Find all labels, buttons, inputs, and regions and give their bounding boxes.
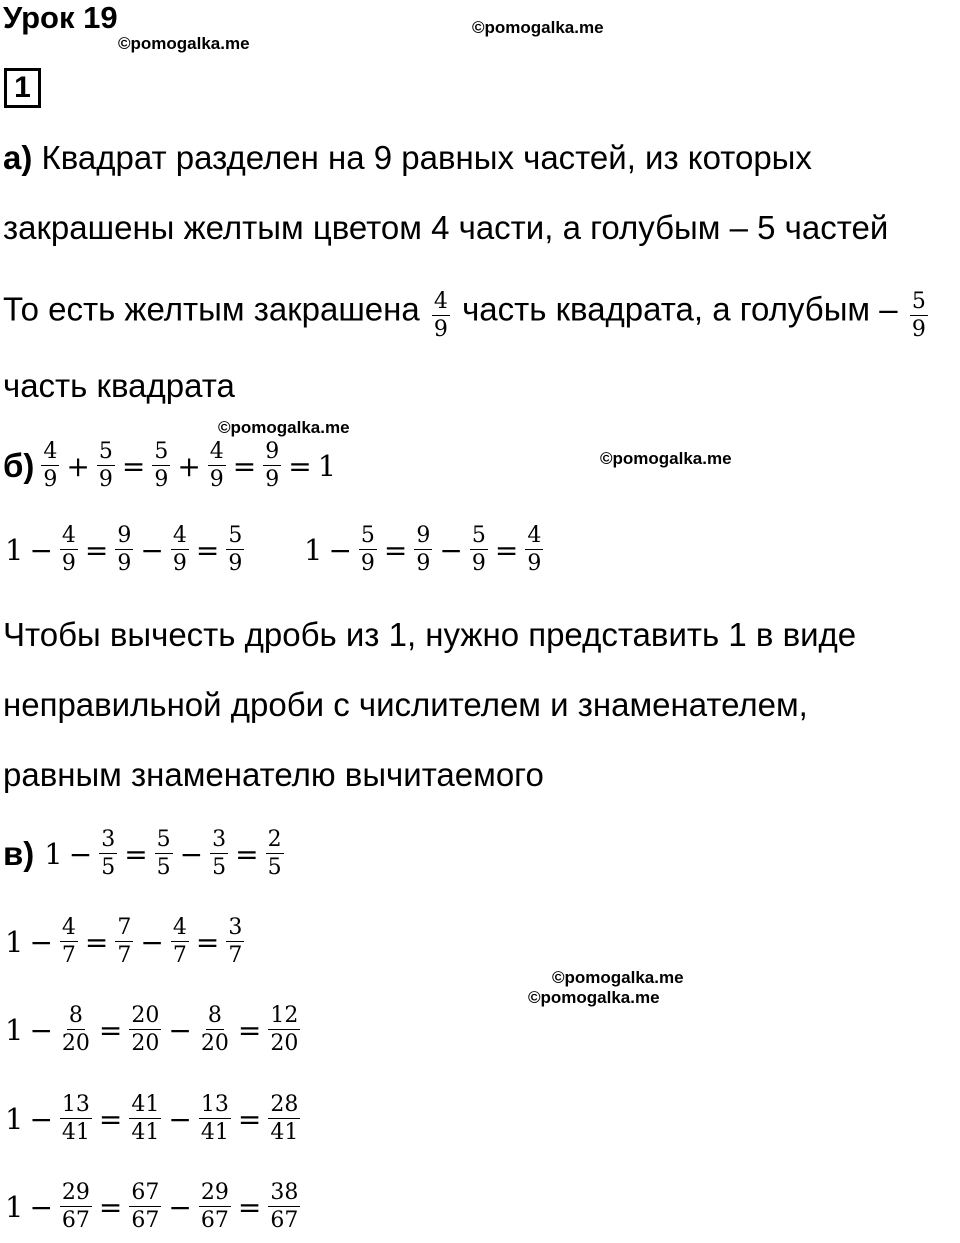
watermark-6: ©pomogalka.me [528,988,660,1007]
fraction-denominator: 20 [61,1031,90,1056]
fraction-numerator: 4 [433,289,448,314]
fraction-denominator: 9 [61,551,76,576]
fraction [263,828,287,880]
watermark-3: ©pomogalka.me [218,418,350,437]
operator: + [177,449,201,483]
fraction-denominator: 9 [911,317,926,342]
fraction-denominator: 9 [265,467,280,492]
operator: = [237,1013,262,1047]
fraction [38,440,62,492]
fraction-numerator: 5 [98,439,113,464]
part-a-text-1: Квадрат разделен на 9 равных частей, из которых [32,139,812,176]
fraction-denominator: 7 [61,943,76,968]
eq-body [42,828,286,880]
fraction [149,440,173,492]
operator: − [29,533,53,567]
part-a-line-2: закрашены желтым цветом 4 части, а голубым – 5 частей [3,209,889,246]
operator: = [195,925,220,959]
fraction-denominator: 7 [228,943,243,968]
fraction-4-9 [429,290,453,342]
part-c-equation-4 [3,1093,303,1145]
eq-body [3,524,247,576]
fraction [126,1181,164,1233]
fraction [168,916,192,968]
part-a-line-1 [3,138,812,178]
watermark-5: ©pomogalka.me [552,968,684,987]
number: 1 [317,449,337,483]
fraction [207,828,231,880]
fraction-denominator: 9 [209,467,224,492]
operator: = [232,449,257,483]
fraction [522,524,546,576]
fraction-numerator: 3 [101,827,116,852]
fraction [152,828,176,880]
fraction [126,1093,164,1145]
fraction-numerator: 4 [172,915,187,940]
number: 1 [304,533,323,567]
part-b-equation-2 [3,524,247,576]
operator: − [168,1190,192,1224]
operator: = [237,1102,262,1136]
fraction-numerator: 38 [270,1180,299,1205]
operator: = [84,533,109,567]
watermark-1: ©pomogalka.me [118,34,250,53]
part-a-label: а) [3,139,33,176]
part-c-equation-3 [3,1004,303,1056]
fraction-5-9 [907,290,931,342]
fraction-numerator: 4 [61,523,76,548]
fraction-denominator: 9 [527,551,542,576]
number: 1 [5,1190,24,1224]
fraction-numerator: 5 [156,827,171,852]
fraction-denominator: 7 [172,943,187,968]
operator: = [98,1013,123,1047]
eq-body [3,1181,303,1233]
part-b-text-1: Чтобы вычесть дробь из 1, нужно представить 1 в виде [3,616,857,653]
fraction-numerator: 9 [265,439,280,464]
fraction-numerator: 5 [911,289,926,314]
fraction [467,524,491,576]
fraction-numerator: 7 [117,915,132,940]
fraction [265,1181,303,1233]
fraction-numerator: 41 [131,1092,160,1117]
fraction-numerator: 13 [61,1092,90,1117]
fraction [168,524,192,576]
eq-body [38,440,338,492]
operator: − [29,1013,53,1047]
operator: − [140,533,164,567]
number: 1 [5,1102,24,1136]
fraction-denominator: 41 [131,1120,160,1145]
fraction-numerator: 29 [200,1180,229,1205]
operator: = [124,837,148,871]
fraction-denominator: 41 [270,1120,299,1145]
part-c-equation-1 [3,828,287,880]
fraction-numerator: 5 [154,439,169,464]
fraction-numerator: 9 [416,523,431,548]
part-a-text-3b: часть квадрата, а голубым – [452,290,907,328]
number: 1 [5,1013,24,1047]
fraction-numerator: 29 [61,1180,90,1205]
number: 1 [5,925,24,959]
fraction-denominator: 67 [270,1208,299,1233]
fraction [260,440,284,492]
fraction-numerator: 20 [131,1003,160,1028]
fraction-denominator: 9 [98,467,113,492]
operator: − [29,1190,53,1224]
fraction-denominator: 5 [267,855,282,880]
fraction-numerator: 4 [172,523,187,548]
fraction [126,1004,164,1056]
part-b-label: б) [3,447,35,484]
fraction [57,1093,95,1145]
part-b-equation-1 [3,440,338,492]
fraction-denominator: 67 [61,1208,90,1233]
operator: − [168,1102,192,1136]
part-b-equation-3 [302,524,546,576]
fraction-denominator: 9 [117,551,132,576]
fraction-denominator: 9 [172,551,187,576]
operator: − [168,1013,192,1047]
fraction-denominator: 41 [200,1120,229,1145]
number: 1 [5,533,24,567]
fraction [94,440,118,492]
fraction-denominator: 9 [360,551,375,576]
fraction [196,1181,234,1233]
fraction-denominator: 5 [101,855,116,880]
operator: = [98,1102,123,1136]
part-a-line-3 [3,286,931,342]
fraction [112,524,136,576]
fraction [265,1093,303,1145]
fraction-numerator: 28 [270,1092,299,1117]
fraction [57,1004,95,1056]
operator: = [288,449,312,483]
fraction-numerator: 5 [228,523,243,548]
operator: − [140,925,164,959]
lesson-title: Урок 19 [3,0,118,35]
fraction [223,916,247,968]
fraction-denominator: 7 [117,943,132,968]
fraction-numerator: 9 [117,523,132,548]
operator: = [121,449,146,483]
fraction [57,1181,95,1233]
fraction-numerator: 13 [200,1092,229,1117]
operator: = [237,1190,262,1224]
fraction [112,916,136,968]
fraction-numerator: 5 [360,523,375,548]
fraction-numerator: 12 [270,1003,299,1028]
part-a-text-3a: То есть желтым закрашена [3,290,429,328]
operator: = [98,1190,123,1224]
fraction-denominator: 67 [200,1208,229,1233]
fraction [265,1004,303,1056]
operator: + [66,449,90,483]
operator: − [439,533,463,567]
part-c-label: в) [3,835,35,872]
fraction-denominator: 9 [228,551,243,576]
fraction-numerator: 8 [68,1003,83,1028]
part-b-text-3: равным знаменателю вычитаемого [3,756,544,793]
fraction [57,916,81,968]
fraction-denominator: 9 [154,467,169,492]
operator: − [68,837,93,871]
watermark-2: ©pomogalka.me [472,18,604,37]
fraction-numerator: 4 [43,439,58,464]
fraction-denominator: 20 [270,1031,299,1056]
fraction-numerator: 4 [61,915,76,940]
fraction-numerator: 8 [207,1003,222,1028]
operator: = [235,837,259,871]
fraction-numerator: 67 [131,1180,160,1205]
fraction [196,1093,234,1145]
number: 1 [44,837,63,871]
eq-body [3,916,247,968]
fraction-denominator: 5 [156,855,171,880]
operator: = [195,533,220,567]
watermark-4: ©pomogalka.me [600,449,732,468]
operator: = [84,925,109,959]
operator: = [383,533,408,567]
fraction [196,1004,234,1056]
operator: = [494,533,519,567]
fraction [223,524,247,576]
operator: − [179,837,204,871]
part-a-line-4: часть квадрата [3,367,235,404]
fraction-numerator: 5 [471,523,486,548]
fraction-denominator: 67 [131,1208,160,1233]
eq-body [3,1093,303,1145]
fraction-denominator: 20 [131,1031,160,1056]
fraction-numerator: 4 [209,439,224,464]
fraction-denominator: 20 [200,1031,229,1056]
fraction [205,440,229,492]
fraction-denominator: 9 [43,467,58,492]
fraction-denominator: 41 [61,1120,90,1145]
task-number-box: 1 [4,68,41,108]
fraction-denominator: 9 [433,317,448,342]
fraction-numerator: 3 [228,915,243,940]
operator: − [328,533,352,567]
eq-body [3,1004,303,1056]
part-c-equation-2 [3,916,247,968]
fraction [96,828,120,880]
part-c-equation-5 [3,1181,303,1233]
fraction-numerator: 4 [527,523,542,548]
fraction [356,524,380,576]
fraction [57,524,81,576]
operator: − [29,1102,53,1136]
fraction-denominator: 9 [471,551,486,576]
fraction [411,524,435,576]
fraction-numerator: 3 [212,827,227,852]
eq-body [302,524,546,576]
fraction-numerator: 2 [267,827,282,852]
part-b-text-2: неправильной дроби с числителем и знаменателем, [3,686,808,723]
operator: − [29,925,53,959]
fraction-denominator: 9 [416,551,431,576]
fraction-denominator: 5 [212,855,227,880]
